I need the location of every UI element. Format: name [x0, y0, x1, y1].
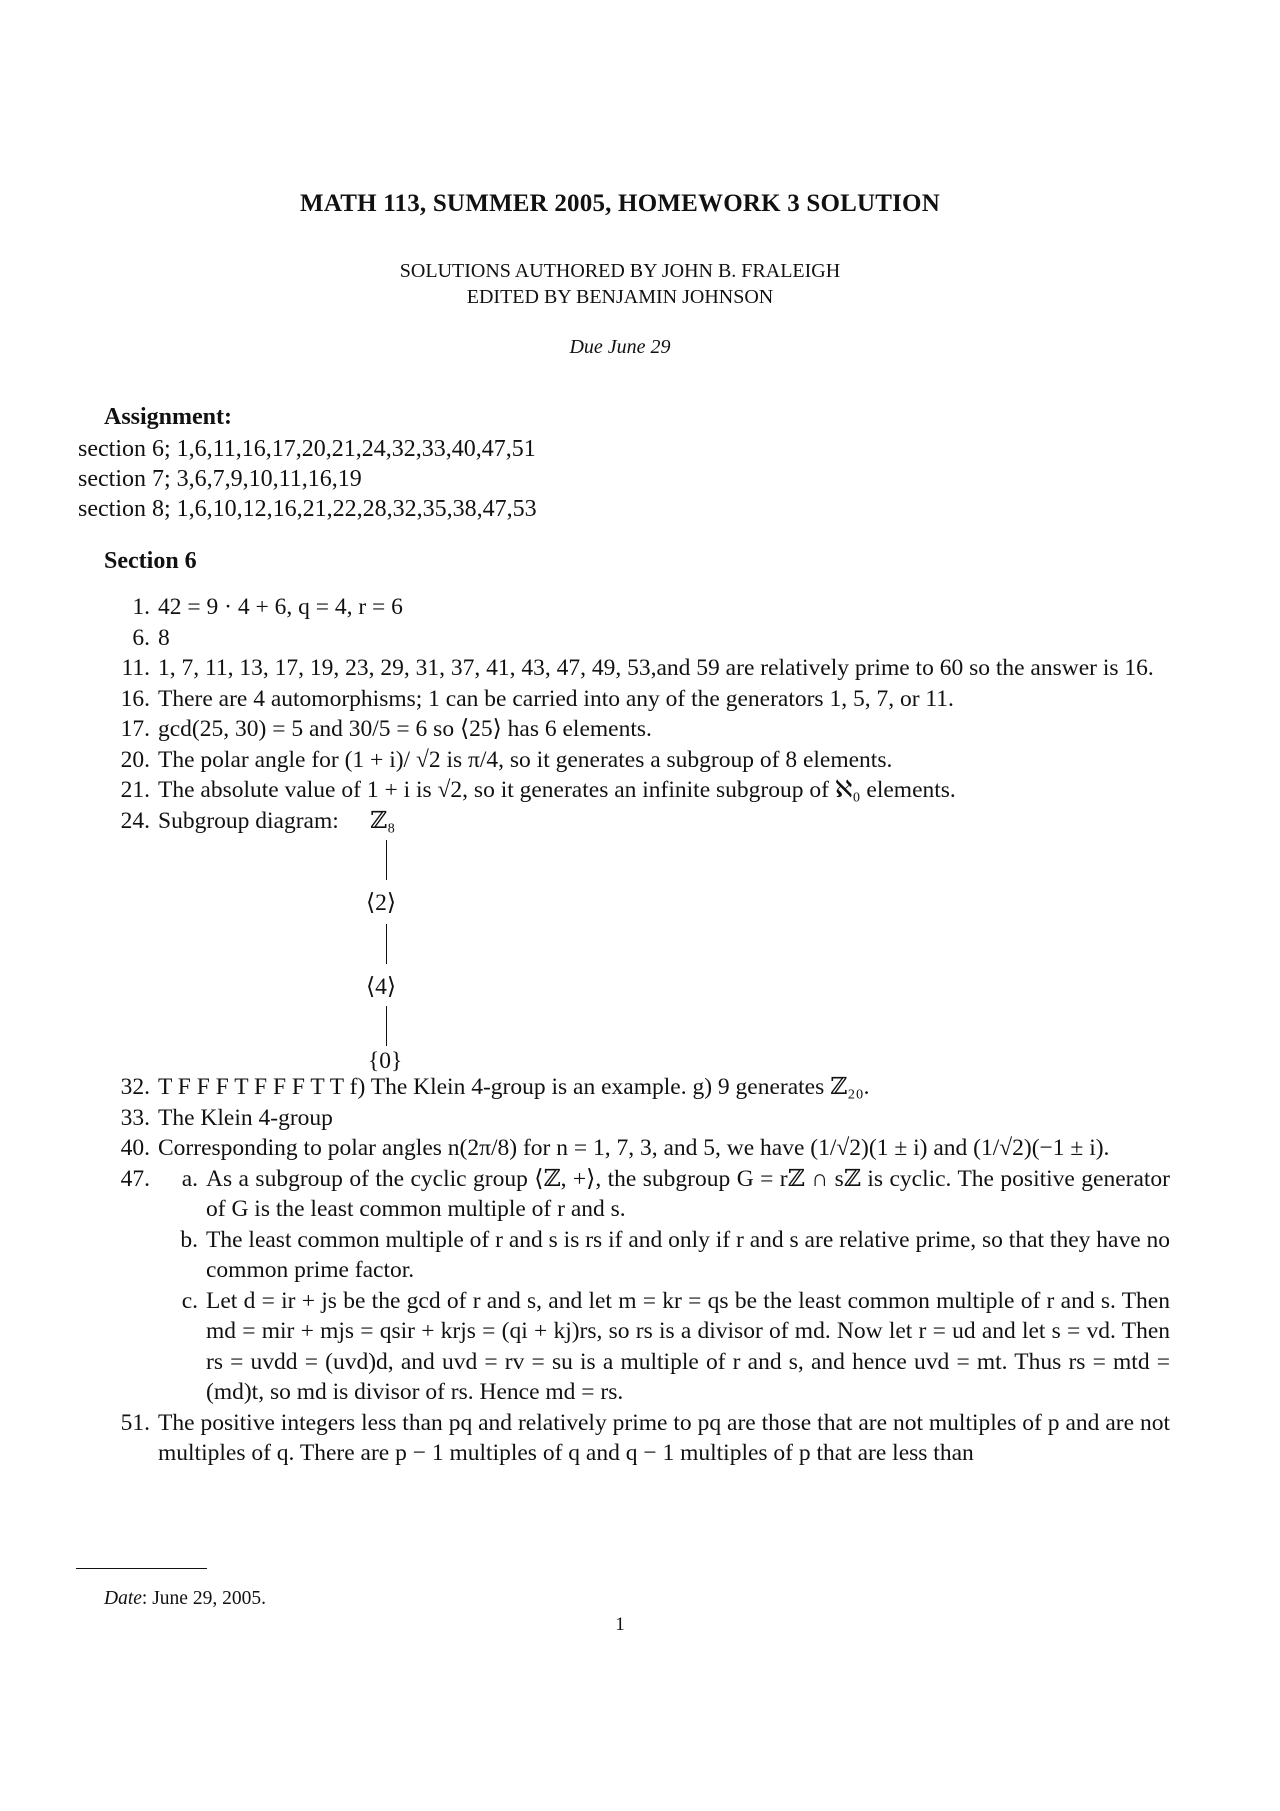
assignment-heading: Assignment: — [104, 404, 233, 430]
problem-number: 40. — [120, 1135, 150, 1161]
problem-32 — [110, 1072, 1170, 1103]
problem-text: There are 4 automorphisms; 1 can be carried into any of the generators 1, 5, 7, or 11. — [158, 685, 954, 712]
page-number: 1 — [615, 1614, 625, 1635]
diagram-node-4: ⟨4⟩ — [366, 974, 397, 1000]
problem-text: Corresponding to polar angles n(2π/8) for n = 1, 7, 3, and 5, we have (1/√2)(1 ± i) and (1/√2)(−1 ± i). — [158, 1135, 1110, 1161]
part-letter: c. — [181, 1287, 198, 1314]
footnote-label: Date — [104, 1588, 142, 1609]
problem-text: The positive integers less than pq and relatively prime to pq are those that are not multiples of p and are not multiples of q. There are p − 1 multiples of q and q − 1 multiples of p that are less than — [158, 1409, 1170, 1466]
problem-number: 32. — [120, 1074, 150, 1100]
diagram-edge — [386, 1006, 387, 1046]
subgroup-diagram — [158, 806, 1170, 1072]
problem-text: 8 — [158, 624, 170, 651]
part-text: The least common multiple of r and s is rs if and only if r and s are relative prime, so that they have no common prime factor. — [206, 1226, 1170, 1283]
problem-text: The absolute value of 1 + i is √2, so it generates an infinite subgroup of ℵ₀ elements. — [158, 777, 956, 803]
problem-text: gcd(25, 30) = 5 and 30/5 = 6 so ⟨25⟩ has 6 elements. — [158, 716, 652, 742]
problem-number: 21. — [120, 777, 150, 803]
problem-number: 17. — [120, 716, 150, 742]
assignment-line: section 7; 3,6,7,9,10,11,16,19 — [78, 466, 362, 492]
problem-text: The polar angle for (1 + i)/ √2 is π/4, so it generates a subgroup of 8 elements. — [158, 746, 893, 773]
due-date: Due June 29 — [569, 336, 671, 358]
problem-24 — [110, 806, 1170, 1073]
part-text: As a subgroup of the cyclic group ⟨ℤ, +⟩, the subgroup G = rℤ ∩ sℤ is cyclic. The positive generator of G is the least common multiple of r and s. — [206, 1165, 1170, 1222]
problem-text: 1, 7, 11, 13, 17, 19, 23, 29, 31, 37, 41, 43, 47, 49, 53,and 59 are relatively prime to 60 so the answer is 16. — [158, 655, 1154, 681]
problem-text: The Klein 4-group — [158, 1104, 333, 1131]
problem-16 — [110, 684, 1170, 715]
diagram-edge — [386, 924, 387, 964]
problem-list — [110, 592, 1170, 1469]
problem-text: Subgroup diagram: — [158, 807, 339, 834]
section-heading: Section 6 — [104, 548, 197, 574]
problem-number: 1. — [132, 594, 150, 620]
edited-by: EDITED BY BENJAMIN JOHNSON — [466, 286, 774, 308]
diagram-node-0: {0} — [368, 1048, 403, 1074]
diagram-edge — [386, 840, 387, 880]
problem-number: 47. — [120, 1165, 150, 1192]
problem-47-part-b — [158, 1225, 1170, 1286]
footnote-text: : June 29, 2005. — [141, 1588, 266, 1609]
problem-40 — [110, 1133, 1170, 1164]
problem-21 — [110, 775, 1170, 806]
problem-47-part-a — [158, 1164, 1170, 1225]
part-letter: a. — [181, 1165, 198, 1192]
problem-text: 42 = 9 · 4 + 6, q = 4, r = 6 — [158, 594, 403, 620]
part-text: Let d = ir + js be the gcd of r and s, and let m = kr = qs be the least common multiple of r and s. Then md = mir + mjs = qsir + krjs = (qi + kj)rs, so rs is a divisor of md. Now let r = ud and let s = vd. Then rs = uvdd = (uvd)d, and uvd = rv = su is a multiple of r and s, and hence uvd = mt. Thus rs = mtd = (md)t, so md is divisor of rs. Hence md = rs. — [206, 1287, 1170, 1405]
footnote — [104, 1588, 266, 1610]
problem-47 — [110, 1164, 1170, 1408]
assignment-list — [78, 434, 537, 524]
assignment-line: section 6; 1,6,11,16,17,20,21,24,32,33,40,47,51 — [78, 436, 536, 462]
diagram-node-2: ⟨2⟩ — [366, 890, 397, 916]
problem-11 — [110, 653, 1170, 684]
problem-number: 24. — [120, 807, 150, 834]
authored-by: SOLUTIONS AUTHORED BY JOHN B. FRALEIGH — [399, 260, 841, 282]
part-letter: b. — [180, 1226, 198, 1253]
document-title: MATH 113, SUMMER 2005, HOMEWORK 3 SOLUTION — [300, 190, 940, 217]
problem-1 — [110, 592, 1170, 623]
problem-number: 51. — [120, 1409, 150, 1436]
problem-number: 11. — [121, 655, 150, 681]
problem-47-part-c — [158, 1286, 1170, 1408]
problem-33 — [110, 1103, 1170, 1134]
footnote-rule — [76, 1568, 207, 1569]
problem-6 — [110, 623, 1170, 654]
assignment-line: section 8; 1,6,10,12,16,21,22,28,32,35,38,47,53 — [78, 496, 537, 522]
problem-51 — [110, 1408, 1170, 1469]
diagram-node-z8: ℤ₈ — [370, 808, 396, 834]
problem-number: 6. — [132, 624, 150, 651]
problem-number: 20. — [120, 746, 150, 773]
problem-number: 33. — [120, 1104, 150, 1131]
problem-17 — [110, 714, 1170, 745]
author-block — [0, 258, 1240, 310]
problem-text: T F F F T F F F T T f) The Klein 4-group is an example. g) 9 generates ℤ₂₀. — [158, 1074, 870, 1100]
problem-20 — [110, 745, 1170, 776]
problem-number: 16. — [120, 685, 150, 712]
